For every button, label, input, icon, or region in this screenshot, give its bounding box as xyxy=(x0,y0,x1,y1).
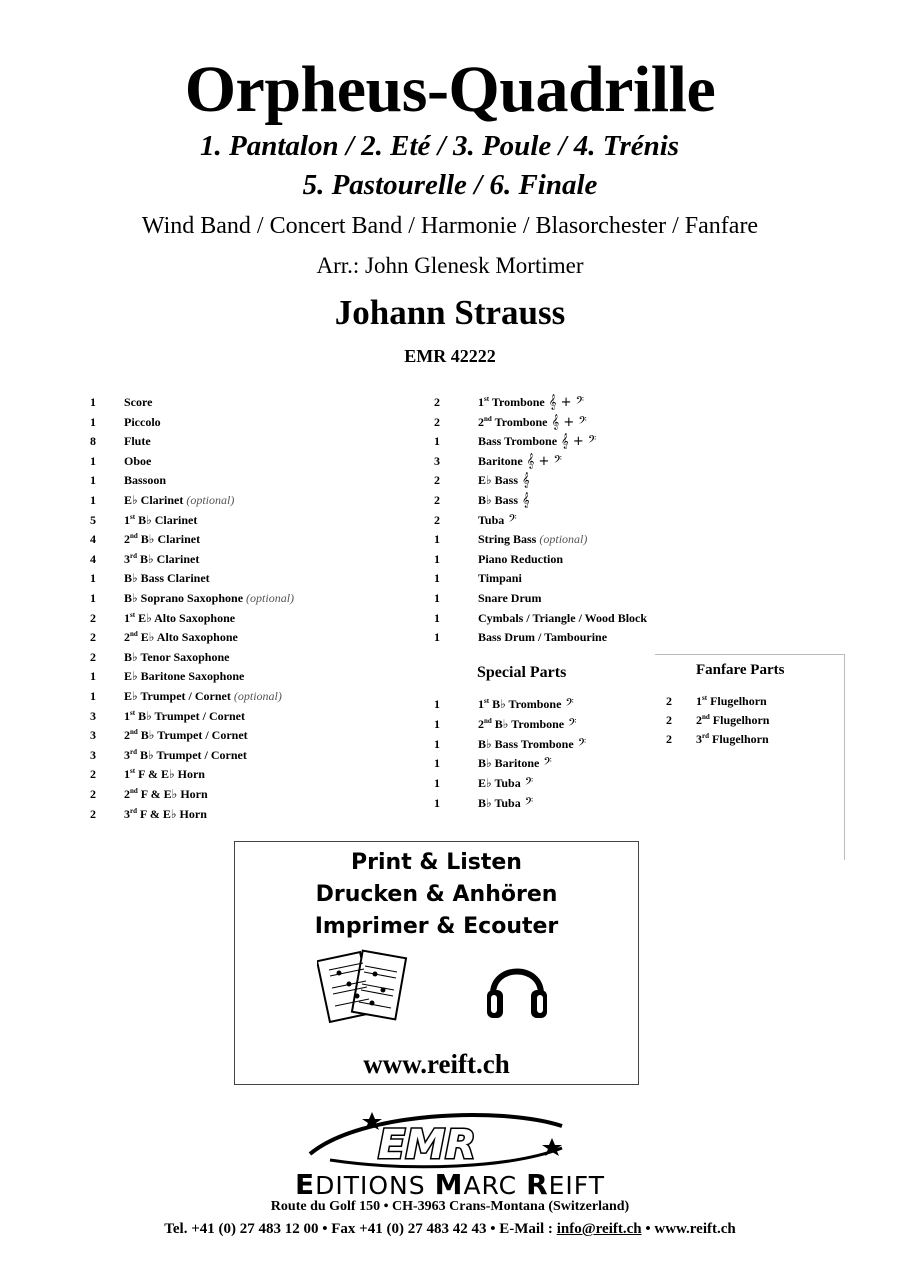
clef-icon: 𝄢 xyxy=(577,736,587,752)
part-quantity: 1 xyxy=(434,571,440,586)
publisher-initial: R xyxy=(526,1168,549,1201)
publisher-word: EIFT xyxy=(548,1171,606,1200)
part-name xyxy=(696,692,767,711)
part-name xyxy=(478,794,533,813)
contact-phone-fax: Tel. +41 (0) 27 483 12 00 • Fax +41 (0) 27 483 42 43 • E-Mail : xyxy=(164,1221,557,1237)
clef-icon: 𝄢 xyxy=(508,512,517,528)
part-name xyxy=(478,511,517,530)
part-name xyxy=(478,754,552,773)
part-instrument: Flugelhorn xyxy=(712,713,770,727)
print-listen-box xyxy=(234,841,639,1085)
part-ordinal-suffix: rd xyxy=(130,551,137,560)
ensemble-line: Wind Band / Concert Band / Harmonie / Blasorchester / Fanfare xyxy=(141,213,759,239)
part-quantity: 4 xyxy=(90,551,96,566)
part-name xyxy=(478,589,541,608)
catalog-number: EMR 42222 xyxy=(404,346,496,366)
part-quantity: 1 xyxy=(434,551,440,566)
part-instrument: String Bass xyxy=(478,532,537,547)
print-listen-de: Drucken & Anhören xyxy=(315,882,558,907)
part-quantity: 1 xyxy=(90,493,96,507)
part-ordinal-suffix: nd xyxy=(130,630,138,639)
part-quantity: 1 xyxy=(434,630,440,645)
part-name xyxy=(478,609,647,628)
part-ordinal-suffix: st xyxy=(702,694,708,702)
part-name xyxy=(124,393,152,412)
part-name xyxy=(124,413,161,432)
part-name xyxy=(696,730,769,749)
part-ordinal-suffix: st xyxy=(130,767,136,776)
part-instrument: Trombone xyxy=(491,395,545,409)
part-name xyxy=(478,774,533,793)
part-quantity: 1 xyxy=(90,414,96,429)
part-instrument: Piano Reduction xyxy=(478,551,564,566)
part-quantity: 2 xyxy=(90,610,96,625)
part-name xyxy=(124,452,151,471)
part-ordinal: 1 xyxy=(478,395,484,409)
part-ordinal-suffix: nd xyxy=(130,787,138,795)
publisher-initial: M xyxy=(434,1168,464,1201)
clef-icon: 𝄢 xyxy=(524,776,534,792)
part-instrument: Flugelhorn xyxy=(710,694,767,708)
part-quantity: 3 xyxy=(90,747,96,762)
optional-note: (optional) xyxy=(246,591,295,605)
part-ordinal: 1 xyxy=(124,767,130,782)
part-name xyxy=(696,711,769,730)
part-instrument: B♭ Bass Trombone xyxy=(478,736,574,751)
optional-note: (optional) xyxy=(539,532,588,547)
part-instrument: Bass Drum / Tambourine xyxy=(478,630,608,645)
part-quantity: 2 xyxy=(434,473,440,488)
part-quantity: 1 xyxy=(90,669,96,684)
part-instrument: B♭ Trombone xyxy=(492,697,562,711)
part-instrument: E♭ Bass xyxy=(478,473,519,488)
part-name xyxy=(124,628,238,647)
arranger-line: Arr.: John Glenesk Mortimer xyxy=(316,253,584,278)
headphones-icon xyxy=(485,952,549,1024)
publisher-word: ARC xyxy=(463,1171,527,1200)
part-quantity: 2 xyxy=(434,512,440,527)
part-name xyxy=(478,452,562,471)
part-ordinal: 1 xyxy=(124,512,130,527)
part-name xyxy=(124,589,294,608)
fanfare-divider-right xyxy=(844,654,845,860)
special-parts-heading: Special Parts xyxy=(477,664,567,681)
part-instrument: B♭ Trombone xyxy=(494,716,565,731)
part-name xyxy=(124,746,247,765)
email-link[interactable]: info@reift.ch xyxy=(556,1221,642,1237)
part-quantity: 1 xyxy=(434,591,440,605)
part-name xyxy=(124,432,151,451)
part-name xyxy=(124,569,210,588)
part-instrument: Score xyxy=(124,395,153,409)
part-ordinal-suffix: st xyxy=(130,610,136,619)
part-ordinal: 2 xyxy=(478,716,484,731)
part-name xyxy=(124,530,200,549)
part-name xyxy=(124,765,205,784)
part-instrument: Cymbals / Triangle / Wood Block xyxy=(478,610,648,625)
part-name xyxy=(124,648,229,667)
part-instrument: B♭ Clarinet xyxy=(140,532,201,547)
print-listen-fr: Imprimer & Ecouter xyxy=(314,914,559,939)
clef-icon: 𝄞 xyxy=(522,473,530,489)
fanfare-parts-heading: Fanfare Parts xyxy=(696,662,785,678)
part-ordinal: 3 xyxy=(124,747,130,762)
part-quantity: 4 xyxy=(90,532,96,547)
contact-website[interactable]: • www.reift.ch xyxy=(641,1221,736,1237)
part-instrument: B♭ Tenor Saxophone xyxy=(124,649,230,664)
emr-logo xyxy=(300,1108,600,1174)
part-ordinal: 2 xyxy=(478,414,484,429)
part-instrument: B♭ Bass Clarinet xyxy=(124,571,210,586)
part-name xyxy=(478,471,530,490)
part-ordinal-suffix: st xyxy=(130,512,136,521)
part-instrument: Trombone xyxy=(494,414,548,429)
part-quantity: 2 xyxy=(90,787,96,801)
part-name xyxy=(124,511,197,530)
part-name xyxy=(478,491,530,510)
part-quantity: 2 xyxy=(666,713,672,727)
part-instrument: B♭ Baritone xyxy=(478,756,540,771)
part-ordinal-suffix: nd xyxy=(484,414,492,423)
part-quantity: 1 xyxy=(90,591,96,605)
part-ordinal: 2 xyxy=(124,787,130,801)
clef-icon: 𝄞 + 𝄢 xyxy=(548,395,584,410)
part-instrument: F & E♭ Horn xyxy=(140,787,208,801)
fanfare-divider-top xyxy=(655,654,845,655)
part-ordinal: 2 xyxy=(124,630,130,645)
part-quantity: 3 xyxy=(434,453,440,468)
part-instrument: Piccolo xyxy=(124,414,161,429)
part-name xyxy=(124,667,244,686)
part-name xyxy=(124,785,208,804)
part-quantity: 5 xyxy=(90,512,96,527)
part-instrument: Bass Trombone xyxy=(478,434,558,449)
clef-icon: 𝄞 xyxy=(522,493,530,508)
optional-note: (optional) xyxy=(233,689,282,703)
part-instrument: Snare Drum xyxy=(478,591,542,605)
part-ordinal: 1 xyxy=(124,708,130,723)
part-name xyxy=(124,805,207,824)
part-quantity: 1 xyxy=(90,395,96,409)
part-quantity: 8 xyxy=(90,434,96,449)
part-instrument: Flugelhorn xyxy=(712,732,769,746)
part-quantity: 1 xyxy=(90,453,96,468)
part-quantity: 3 xyxy=(90,728,96,743)
part-instrument: B♭ Clarinet xyxy=(138,512,198,527)
part-quantity: 1 xyxy=(434,716,440,731)
part-name xyxy=(124,471,166,490)
clef-icon: 𝄢 xyxy=(568,716,577,732)
sheet-music-icon xyxy=(317,946,409,1032)
movements-line-2: 5. Pastourelle / 6. Finale xyxy=(302,169,598,201)
part-instrument: E♭ Alto Saxophone xyxy=(138,610,236,625)
part-quantity: 1 xyxy=(90,473,96,488)
part-name xyxy=(478,530,587,549)
part-ordinal-suffix: nd xyxy=(702,713,710,721)
part-ordinal-suffix: rd xyxy=(130,747,137,756)
part-quantity: 2 xyxy=(434,414,440,429)
optional-note: (optional) xyxy=(186,493,235,507)
part-ordinal-suffix: nd xyxy=(484,716,492,725)
part-name xyxy=(124,726,248,745)
part-quantity: 2 xyxy=(434,395,440,409)
part-ordinal: 2 xyxy=(696,713,702,727)
part-instrument: B♭ Bass xyxy=(478,493,519,507)
part-quantity: 1 xyxy=(434,532,440,547)
part-instrument: Flute xyxy=(124,434,151,449)
part-quantity: 1 xyxy=(434,776,440,791)
website-link[interactable]: www.reift.ch xyxy=(363,1049,510,1079)
part-instrument: F & E♭ Horn xyxy=(138,767,205,782)
part-ordinal-suffix: nd xyxy=(130,532,138,541)
part-instrument: B♭ Trumpet / Cornet xyxy=(140,728,248,743)
part-instrument: B♭ Soprano Saxophone xyxy=(124,591,244,605)
part-quantity: 2 xyxy=(90,649,96,664)
part-quantity: 2 xyxy=(90,806,96,821)
part-instrument: E♭ Trumpet / Cornet xyxy=(124,689,231,703)
part-quantity: 2 xyxy=(666,694,672,708)
publisher-contact xyxy=(0,1219,900,1239)
part-ordinal-suffix: st xyxy=(484,395,490,403)
part-name xyxy=(124,707,245,726)
clef-icon: 𝄞 + 𝄢 xyxy=(561,434,597,450)
part-ordinal: 1 xyxy=(696,694,702,708)
clef-icon: 𝄞 + 𝄢 xyxy=(551,414,587,430)
part-instrument: B♭ Clarinet xyxy=(140,551,200,566)
part-ordinal: 3 xyxy=(696,732,702,746)
part-ordinal-suffix: rd xyxy=(702,732,709,740)
part-instrument: Oboe xyxy=(124,453,152,468)
part-instrument: B♭ Trumpet / Cornet xyxy=(140,747,247,762)
part-instrument: E♭ Clarinet xyxy=(124,493,184,507)
publisher-address: Route du Golf 150 • CH-3963 Crans-Montana (Switzerland) xyxy=(270,1199,630,1214)
part-name xyxy=(478,413,587,432)
part-instrument: E♭ Tuba xyxy=(478,776,521,791)
part-ordinal: 2 xyxy=(124,728,130,743)
part-name xyxy=(478,550,563,569)
part-ordinal-suffix: rd xyxy=(130,806,137,815)
part-instrument: F & E♭ Horn xyxy=(140,806,207,821)
part-quantity: 1 xyxy=(434,434,440,449)
page-title: Orpheus-Quadrille xyxy=(184,53,716,126)
composer-name: Johann Strauss xyxy=(334,293,566,332)
clef-icon: 𝄞 + 𝄢 xyxy=(526,453,562,469)
part-quantity: 1 xyxy=(90,689,96,703)
part-quantity: 1 xyxy=(434,697,440,711)
part-name xyxy=(124,491,234,510)
part-name xyxy=(124,550,199,569)
part-instrument: Baritone xyxy=(478,453,523,468)
part-quantity: 3 xyxy=(90,708,96,723)
clef-icon: 𝄢 xyxy=(524,796,534,811)
emr-logo-text: EMR xyxy=(378,1122,476,1168)
part-ordinal-suffix: st xyxy=(130,708,136,717)
part-instrument: Bassoon xyxy=(124,473,167,488)
part-quantity: 1 xyxy=(90,571,96,586)
part-quantity: 2 xyxy=(666,732,672,746)
part-instrument: B♭ Trumpet / Cornet xyxy=(138,708,245,723)
part-instrument: Tuba xyxy=(478,512,505,527)
part-name xyxy=(478,393,584,412)
part-ordinal-suffix: st xyxy=(484,697,490,705)
part-quantity: 2 xyxy=(434,493,440,507)
part-quantity: 1 xyxy=(434,756,440,771)
movements-line-1: 1. Pantalon / 2. Eté / 3. Poule / 4. Trénis xyxy=(200,130,680,162)
publisher-initial: E xyxy=(294,1168,316,1201)
part-ordinal: 2 xyxy=(124,532,130,547)
part-name xyxy=(478,628,607,647)
part-name xyxy=(478,735,586,754)
clef-icon: 𝄢 xyxy=(565,697,574,712)
part-name xyxy=(478,432,596,451)
part-instrument: B♭ Tuba xyxy=(478,796,521,810)
part-ordinal: 3 xyxy=(124,551,130,566)
publisher-word: DITIONS xyxy=(315,1171,435,1200)
part-ordinal: 3 xyxy=(124,806,130,821)
part-instrument: E♭ Alto Saxophone xyxy=(140,630,238,645)
part-name xyxy=(124,609,235,628)
part-name xyxy=(478,695,574,714)
part-quantity: 1 xyxy=(434,736,440,751)
part-quantity: 2 xyxy=(90,630,96,645)
part-ordinal-suffix: nd xyxy=(130,728,138,737)
part-name xyxy=(478,715,577,734)
clef-icon: 𝄢 xyxy=(543,756,552,772)
publisher-name xyxy=(0,1170,900,1201)
part-instrument: E♭ Baritone Saxophone xyxy=(124,669,245,684)
part-quantity: 1 xyxy=(434,610,440,625)
part-name xyxy=(478,569,522,588)
print-listen-en: Print & Listen xyxy=(351,850,522,875)
part-quantity: 1 xyxy=(434,796,440,810)
part-name xyxy=(124,687,282,706)
part-quantity: 2 xyxy=(90,767,96,782)
part-ordinal: 1 xyxy=(478,697,484,711)
part-ordinal: 1 xyxy=(124,610,130,625)
part-instrument: Timpani xyxy=(478,571,522,586)
